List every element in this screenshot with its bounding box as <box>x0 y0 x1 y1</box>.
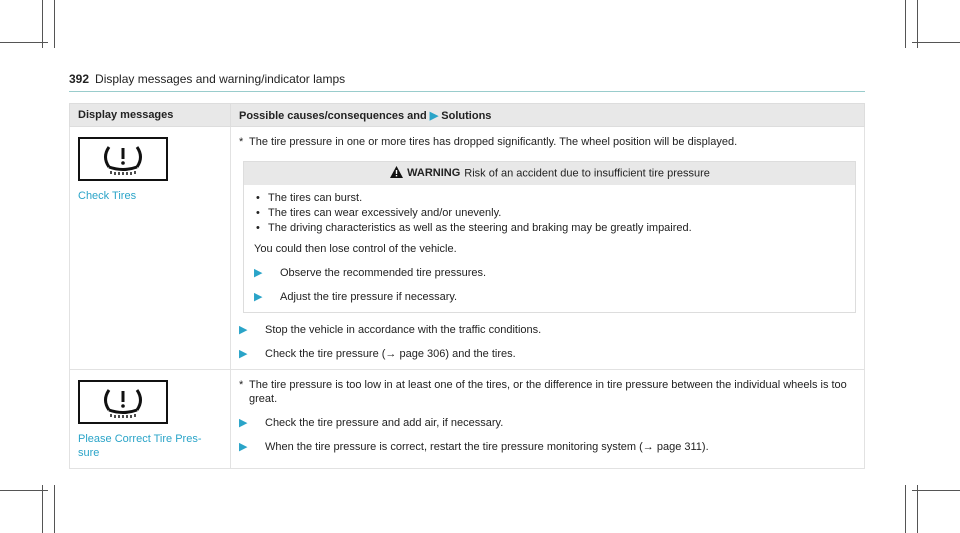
message-cell <box>70 127 231 370</box>
crop-mark <box>905 485 906 533</box>
table-row <box>70 127 865 370</box>
arrow-right-icon: ▶ <box>239 324 248 336</box>
crop-mark <box>912 42 960 43</box>
message-label: Check Tires <box>78 190 137 202</box>
arrow-right-icon: ▶ <box>254 267 263 279</box>
page-header <box>69 72 865 88</box>
warning-bullets <box>254 191 845 236</box>
tire-pressure-warning-icon <box>78 380 168 424</box>
warning-step: ▶ Adjust the tire pressure if necessary. <box>254 291 458 303</box>
col-header-suffix: Solutions <box>441 109 492 122</box>
crop-mark <box>42 0 43 48</box>
crop-mark <box>54 0 55 48</box>
solution-step: ▶ Stop the vehicle in accordance with the traffic conditions. <box>239 324 542 336</box>
crop-mark <box>917 485 918 533</box>
arrow-right-icon: ▶ <box>239 441 248 453</box>
warning-note: You could then lose control of the vehicle. <box>254 243 457 255</box>
crop-mark <box>0 490 48 491</box>
solution-cell <box>231 127 865 370</box>
table-header-row <box>70 104 865 127</box>
crop-mark <box>0 42 48 43</box>
col-header-display-messages: Display messages <box>70 104 231 127</box>
solution-step: ▶ Check the tire pressure and add air, if necessary. <box>239 417 504 429</box>
solution-step: ▶ Check the tire pressure (→ page 306) and the tires. <box>239 348 516 360</box>
crop-mark <box>917 0 918 48</box>
solution-step: ▶ When the tire pressure is correct, restart the tire pressure monitoring system (→ page 311). <box>239 441 709 453</box>
list-item: • The driving characteristics as well as the steering and braking may be greatly impaired. <box>254 221 845 236</box>
solution-cell <box>231 370 865 469</box>
header-divider <box>69 91 865 92</box>
arrow-right-icon: ▶ <box>239 348 248 360</box>
cause-text: * The tire pressure is too low in at least one of the tires, or the difference in tire pressure between the individual wheels is too great. <box>239 379 847 405</box>
page-title: Display messages and warning/indicator lamps <box>95 72 346 86</box>
warning-header <box>244 162 855 185</box>
warning-box <box>243 161 856 313</box>
cause-text: * The tire pressure in one or more tires has dropped significantly. The wheel position will be displayed. <box>239 136 738 148</box>
tire-pressure-warning-icon <box>78 137 168 181</box>
crop-mark <box>42 485 43 533</box>
crop-mark <box>54 485 55 533</box>
message-label: Please Correct Tire Pres- sure <box>78 433 202 459</box>
arrow-right-icon: ▶ <box>429 109 439 122</box>
list-item: • The tires can wear excessively and/or unevenly. <box>254 206 845 221</box>
page-number: 392 <box>69 72 90 86</box>
list-item: • The tires can burst. <box>254 191 845 206</box>
table-row <box>70 370 865 469</box>
crop-mark <box>912 490 960 491</box>
warning-triangle-icon <box>389 166 403 181</box>
warning-text: Risk of an accident due to insufficient tire pressure <box>464 167 710 180</box>
warning-title: WARNING <box>407 167 461 180</box>
col-header-prefix: Possible causes/consequences and <box>239 109 427 122</box>
arrow-right-icon: ▶ <box>239 417 248 429</box>
crop-mark <box>905 0 906 48</box>
display-messages-table <box>69 103 865 469</box>
message-cell <box>70 370 231 469</box>
col-header-solutions <box>231 104 865 127</box>
warning-step: ▶ Observe the recommended tire pressures. <box>254 267 487 279</box>
warning-body <box>244 185 855 312</box>
arrow-right-icon: ▶ <box>254 291 263 303</box>
